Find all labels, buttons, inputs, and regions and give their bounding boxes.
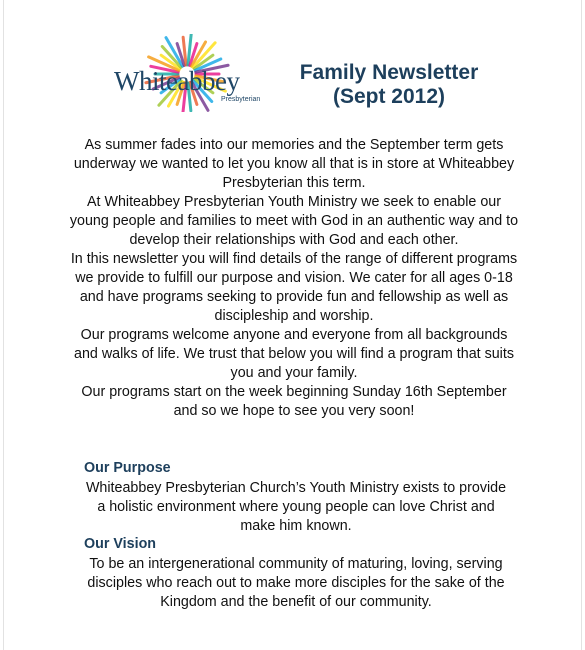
purpose-text: Whiteabbey Presbyterian Church’s Youth Ministry exists to provide a holistic environment where young people can love Christ and make him known. [85,480,507,534]
page-border-right [581,0,582,650]
intro-text [68,136,520,421]
logo-name: Whiteabbey [114,66,240,96]
logo-subtitle: Presbyterian [221,96,261,103]
title-line-1: Family Newsletter [299,61,479,84]
title-line-2: (Sept 2012) [332,85,446,108]
intro-paragraph-2: At Whiteabbey Presbyterian Youth Ministry we seek to enable our young people and families to meet with God in an authentic way and to develop their relationships with God and each other. [69,194,519,248]
newsletter-title [268,61,510,109]
intro-paragraph-4: Our programs welcome anyone and everyone from all backgrounds and walks of life. We trust that below you will find a program that suits you and your family. [74,327,514,381]
vision-text: To be an intergenerational community of maturing, loving, serving disciples who reach out to make more disciples for the sake of the Kingdom and the benefit of our community. [87,556,505,610]
purpose-heading: Our Purpose [84,460,171,476]
intro-paragraph-1: As summer fades into our memories and the September term gets underway we wanted to let you know all that is in store at Whiteabbey Presbyterian this term. [73,137,515,191]
intro-paragraph-5: Our programs start on the week beginning Sunday 16th September and so we hope to see you very soon! [81,384,507,419]
church-logo [112,34,267,112]
vision-heading: Our Vision [84,536,157,552]
page-border-left [3,0,4,650]
intro-paragraph-3: In this newsletter you will find details of the range of different programs we provide to fulfill our purpose and vision. We cater for all ages 0-18 and have programs seeking to provide fun and fellowship as well as discipleship and worship. [70,251,518,324]
